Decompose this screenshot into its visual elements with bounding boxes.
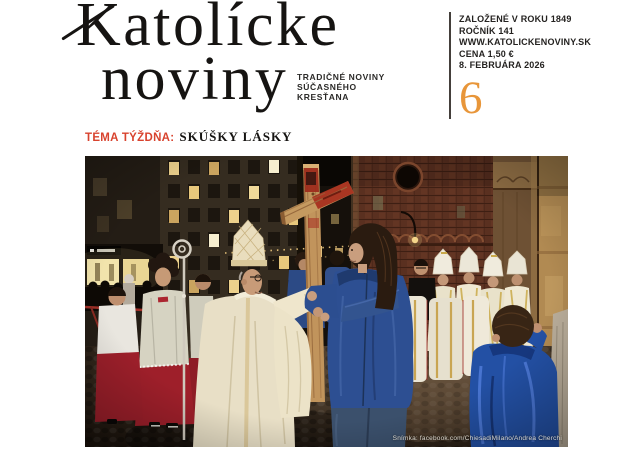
issue-info-box xyxy=(449,12,592,124)
info-volume: ROČNÍK 141 xyxy=(459,25,515,36)
theme-label: TÉMA TÝŽDŇA: xyxy=(85,132,175,144)
tagline-line-3: KRESŤANA xyxy=(297,92,350,103)
issue-number: 6 xyxy=(459,71,483,124)
tagline-line-2: SÚČASNÉHO xyxy=(297,82,357,93)
masthead-title-line1: Katolícke xyxy=(76,0,340,59)
theme-title: SKÚŠKY LÁSKY xyxy=(179,129,293,144)
masthead-tagline xyxy=(297,72,385,103)
info-founded: ZALOŽENÉ V ROKU 1849 xyxy=(459,14,572,24)
masthead xyxy=(0,0,440,125)
theme-of-week xyxy=(85,128,292,146)
masthead-title-line2: noviny xyxy=(101,45,289,113)
photo-credit: Snímka: facebook.com/ChiesadiMilano/Andrea Cherchi xyxy=(392,435,562,442)
info-price: CENA 1,50 € xyxy=(459,48,514,59)
info-website: WWW.KATOLICKENOVINY.SK xyxy=(459,37,592,48)
tagline-line-1: TRADIČNÉ NOVINY xyxy=(297,72,385,82)
photo-scene-night-cross-handover xyxy=(85,156,568,447)
info-date: 8. FEBRUÁRA 2026 xyxy=(459,60,545,71)
front-page-photo xyxy=(85,156,568,447)
